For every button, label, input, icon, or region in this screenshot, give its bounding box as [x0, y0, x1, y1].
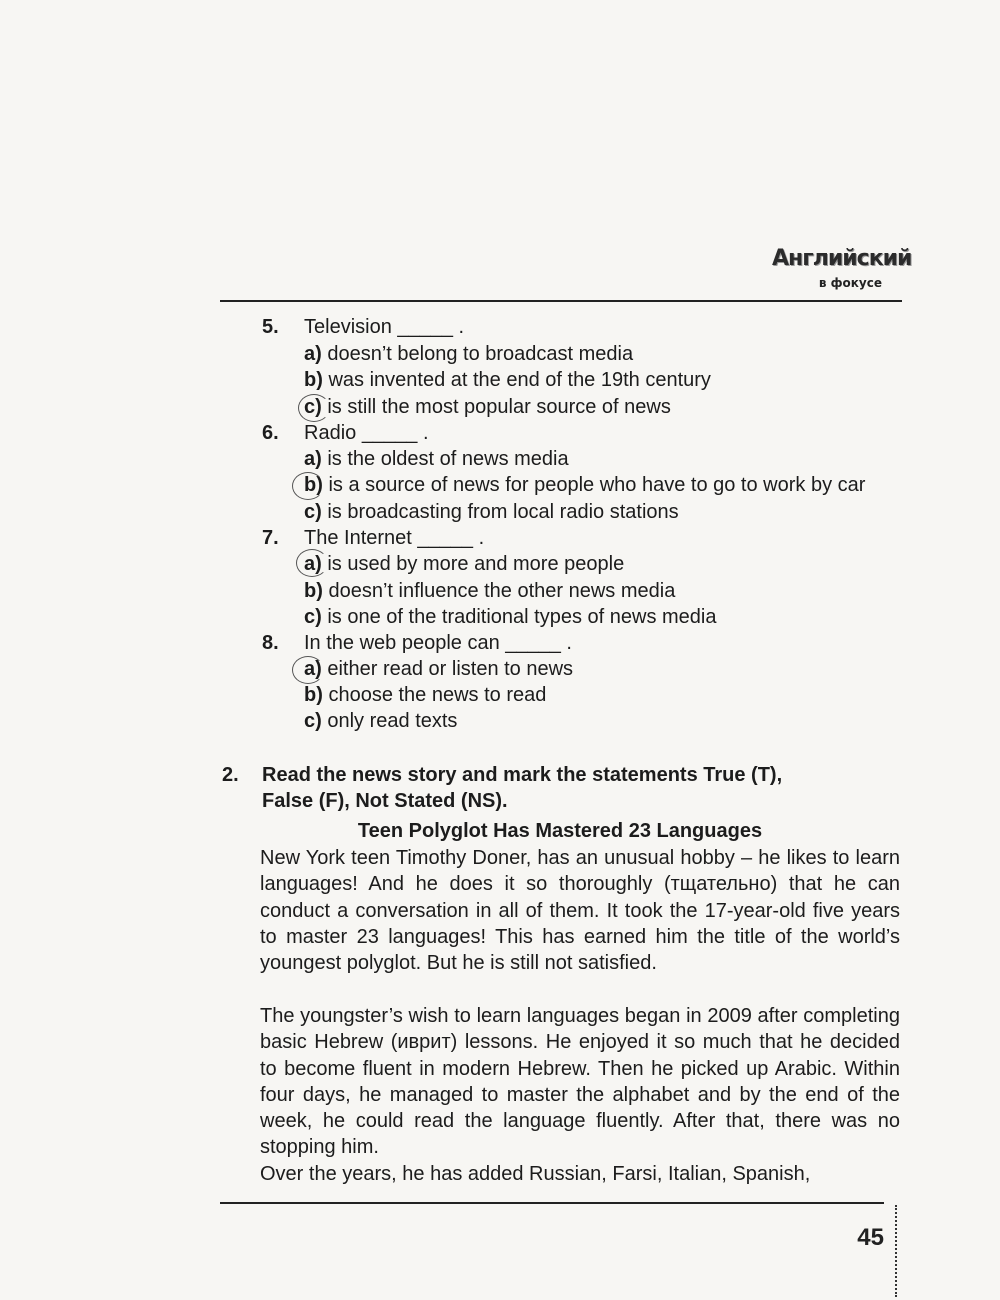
- logo-title: Английский: [772, 246, 912, 271]
- header-rule: [220, 300, 902, 302]
- question-number: 7.: [262, 527, 279, 549]
- question-number: 8.: [262, 632, 279, 654]
- answer-mark-8a: [292, 656, 324, 684]
- task-instruction-line-1: Read the news story and mark the statements True (T),: [262, 764, 783, 786]
- option-5a: a) doesn’t belong to broadcast media: [304, 343, 634, 365]
- question-stem: Television _____ .: [304, 316, 465, 338]
- answer-mark-6b: [292, 472, 324, 500]
- story-paragraph-3: Over the years, he has added Russian, Farsi, Italian, Spanish,: [260, 1163, 811, 1185]
- page-number: 45: [857, 1224, 884, 1251]
- option-8b: b) choose the news to read: [304, 684, 547, 706]
- task-number: 2.: [222, 764, 239, 786]
- option-6b: b) is a source of news for people who have to go to work by car: [304, 474, 866, 496]
- task-instruction-line-2: False (F), Not Stated (NS).: [262, 790, 508, 812]
- option-7c: c) is one of the traditional types of news media: [304, 606, 717, 628]
- option-6c: c) is broadcasting from local radio stations: [304, 501, 679, 523]
- story-paragraph-1: New York teen Timothy Doner, has an unusual hobby – he likes to learn languages! And he does it so thoroughly (тщательно) that he can conduct a conversation in all of them. It took the 17-year-old five years to master 23 languages! This has earned him the title of the world’s youngest polyglot. But he is still not satisfied.: [260, 847, 900, 975]
- story-title: Teen Polyglot Has Mastered 23 Languages: [357, 820, 763, 842]
- answer-mark-7a: [296, 549, 328, 577]
- page-edge-dots: [895, 1205, 897, 1297]
- series-logo: [772, 246, 912, 294]
- option-5c: c) is still the most popular source of news: [304, 396, 671, 418]
- footer-rule: [220, 1202, 884, 1204]
- question-stem: In the web people can _____ .: [304, 632, 572, 654]
- option-7b: b) doesn’t influence the other news media: [304, 580, 676, 602]
- question-stem: Radio _____ .: [304, 422, 429, 444]
- option-7a: a) is used by more and more people: [304, 553, 625, 575]
- option-8a: a) either read or listen to news: [304, 658, 574, 680]
- question-number: 6.: [262, 422, 279, 444]
- answer-mark-5c: [298, 394, 330, 422]
- option-5b: b) was invented at the end of the 19th century: [304, 369, 711, 391]
- logo-subtitle: в фокусе: [818, 276, 882, 290]
- option-6a: a) is the oldest of news media: [304, 448, 569, 470]
- question-number: 5.: [262, 316, 279, 338]
- story-paragraph-2: The youngster’s wish to learn languages began in 2009 after completing basic Hebrew (иврит) lessons. He enjoyed it so much that he decided to become fluent in modern Hebrew. Then he picked up Arabic. Within four days, he managed to master the alphabet and by the end of the week, he could read the language fluently. After that, there was no stopping him.: [260, 1005, 900, 1159]
- question-stem: The Internet _____ .: [304, 527, 485, 549]
- option-8c: c) only read texts: [304, 710, 458, 732]
